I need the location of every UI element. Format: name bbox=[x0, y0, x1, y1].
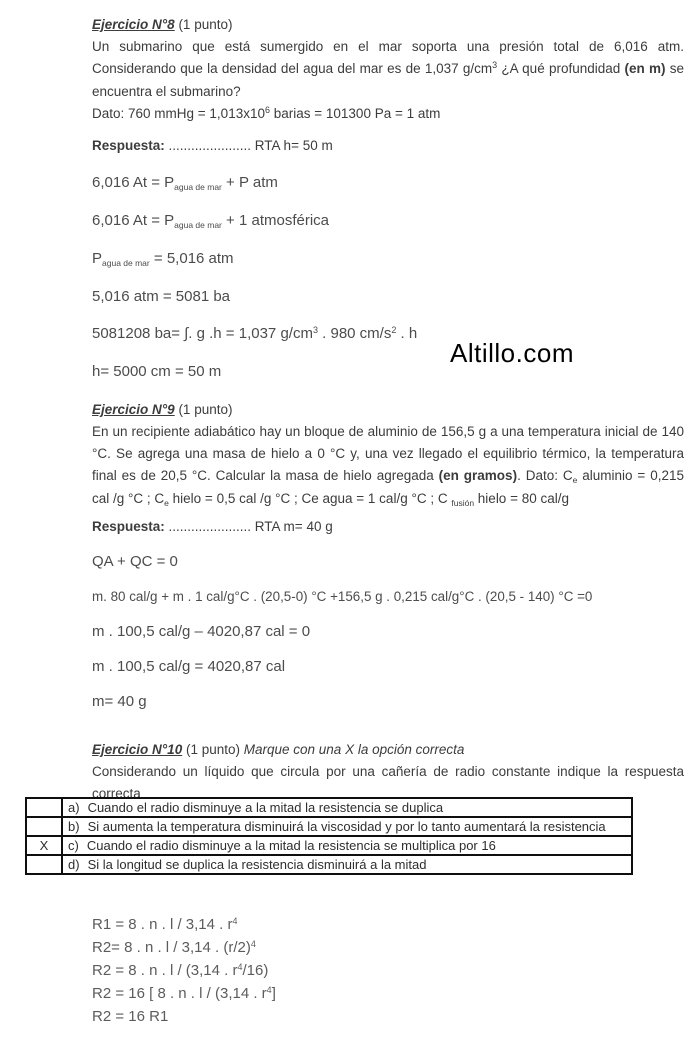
exercise-8-eq-2 bbox=[92, 210, 684, 233]
answer-value: ...................... RTA h= 50 m bbox=[164, 138, 333, 153]
option-a-text-cell bbox=[62, 798, 632, 817]
option-d-label: d) bbox=[68, 857, 80, 872]
text-segment: R2= 8 . n . l / 3,14 . (r/2) bbox=[92, 939, 251, 956]
text-segment: aluminio = 0,215 cal /g °C ; C bbox=[92, 468, 684, 506]
superscript: 4 bbox=[237, 962, 243, 972]
text-segment: barias = 101300 Pa = 1 atm bbox=[270, 106, 441, 121]
exercise-10-points: (1 punto) bbox=[182, 742, 244, 757]
option-d-text: Si la longitud se duplica la resistencia disminuirá a la mitad bbox=[87, 857, 427, 872]
subscript: agua de mar bbox=[174, 220, 222, 230]
exercise-9-problem bbox=[92, 421, 684, 511]
option-b-label: b) bbox=[68, 819, 80, 834]
bold-segment: (en gramos) bbox=[438, 468, 518, 483]
option-c-text-cell bbox=[62, 836, 632, 855]
option-d-mark-cell bbox=[26, 855, 62, 874]
text-segment: + P atm bbox=[221, 174, 278, 191]
subscript: fusión bbox=[451, 498, 475, 508]
answer-label: Respuesta: bbox=[92, 519, 165, 534]
resistance-formula-5 bbox=[92, 1006, 276, 1029]
text-segment: hielo = 80 cal/g bbox=[474, 491, 569, 506]
resistance-formula-2 bbox=[92, 937, 276, 960]
subscript: agua de mar bbox=[102, 258, 150, 268]
exercise-8-eq-4: 5,016 atm = 5081 ba bbox=[92, 288, 231, 305]
text-segment: hielo = 0,5 cal /g °C ; Ce agua = 1 cal/g °C ; C bbox=[168, 491, 452, 506]
text-segment: R1 = 8 . n . l / 3,14 . r bbox=[92, 916, 233, 933]
option-row-d bbox=[26, 855, 632, 874]
text-segment: /16) bbox=[242, 962, 269, 979]
option-a-text: Cuando el radio disminuye a la mitad la resistencia se duplica bbox=[87, 800, 444, 815]
superscript: 3 bbox=[492, 60, 498, 70]
exercise-8-eq-6: h= 5000 cm = 50 m bbox=[92, 363, 222, 380]
exercise-9-points: (1 punto) bbox=[174, 402, 233, 417]
text-segment: . Dato: C bbox=[517, 468, 573, 483]
document-body bbox=[92, 14, 684, 805]
resistance-formula-1 bbox=[92, 914, 276, 937]
exercise-9-eq-4: m . 100,5 cal/g = 4020,87 cal bbox=[92, 658, 286, 675]
option-row-c bbox=[26, 836, 632, 855]
text-segment: + 1 atmosférica bbox=[221, 212, 330, 229]
text-segment: 6,016 At = P bbox=[92, 212, 175, 229]
exercise-10-title bbox=[92, 739, 684, 761]
subscript: e bbox=[572, 475, 578, 485]
text-segment: Un submarino que está sumergido en el mar soporta una presión total de 6,016 atm. Considerando que la densidad del agua del mar es de 1,037 g/cm bbox=[92, 39, 684, 76]
exercise-8-dato bbox=[92, 103, 684, 126]
resistance-formula-3 bbox=[92, 960, 276, 983]
text-segment: En un recipiente adiabático hay un bloque de aluminio de 156,5 g a una temperatura inicial de 140 °C. Se agrega una masa de hielo a 0 °C y, una vez llegado el equilibrio térmico, la temperatura final es de 20,5 °C. Calcular la masa de hielo agregada bbox=[92, 424, 684, 483]
exercise-10-problem: Considerando un líquido que circula por una cañería de radio constante indique la respuesta correcta bbox=[92, 764, 684, 801]
text-segment: ] bbox=[271, 985, 276, 1002]
exercise-8-eq-5 bbox=[92, 323, 684, 346]
option-row-a bbox=[26, 798, 632, 817]
superscript: 3 bbox=[312, 325, 318, 335]
text-segment: Dato: 760 mmHg = 1,013x10 bbox=[92, 106, 265, 121]
exercise-8-eq-1 bbox=[92, 172, 684, 195]
superscript: 4 bbox=[266, 985, 272, 995]
option-row-b bbox=[26, 817, 632, 836]
subscript: e bbox=[164, 498, 169, 508]
text-segment: = 5,016 atm bbox=[149, 250, 234, 267]
exercise-8-problem bbox=[92, 36, 684, 103]
option-a-mark-cell bbox=[26, 798, 62, 817]
option-b-mark-cell bbox=[26, 817, 62, 836]
option-d-text-cell bbox=[62, 855, 632, 874]
text-segment: . h bbox=[396, 325, 418, 342]
exercise-9-eq-1: QA + QC = 0 bbox=[92, 553, 178, 570]
text-segment: R2 = 16 [ 8 . n . l / (3,14 . r bbox=[92, 985, 267, 1002]
option-b-text: Si aumenta la temperatura disminuirá la viscosidad y por lo tanto aumentará la resistencia bbox=[87, 819, 606, 834]
exercise-9-eq-2: m. 80 cal/g + m . 1 cal/g°C . (20,5-0) °C +156,5 g . 0,215 cal/g°C . (20,5 - 140) °C =0 bbox=[92, 589, 593, 604]
option-c-text: Cuando el radio disminuye a la mitad la resistencia se multiplica por 16 bbox=[86, 838, 496, 853]
option-a-label: a) bbox=[68, 800, 80, 815]
text-segment: R2 = 16 R1 bbox=[92, 1008, 169, 1025]
exercise-8-points: (1 punto) bbox=[174, 17, 233, 32]
answer-value: ...................... RTA m= 40 g bbox=[164, 519, 333, 534]
option-c-label: c) bbox=[68, 838, 79, 853]
exercise-9-answer bbox=[92, 516, 684, 538]
resistance-formula-4 bbox=[92, 983, 276, 1006]
text-segment: R2 = 8 . n . l / (3,14 . r bbox=[92, 962, 238, 979]
superscript: 4 bbox=[250, 939, 256, 949]
exercise-8-title bbox=[92, 14, 684, 36]
text-segment: 6,016 At = P bbox=[92, 174, 175, 191]
option-b-text-cell bbox=[62, 817, 632, 836]
text-segment: se encuentra el submarino? bbox=[92, 61, 684, 99]
options-table bbox=[25, 797, 633, 875]
altillo-watermark: Altillo.com bbox=[450, 338, 574, 368]
exercise-10-instruction: Marque con una X la opción correcta bbox=[243, 742, 465, 757]
bold-segment: (en m) bbox=[624, 61, 666, 76]
exercise-8-answer bbox=[92, 135, 684, 157]
resistance-formulas bbox=[92, 914, 276, 1029]
text-segment: P bbox=[92, 250, 103, 267]
exercise-9-eq-5: m= 40 g bbox=[92, 693, 147, 710]
exercise-9-title bbox=[92, 399, 684, 421]
answer-label: Respuesta: bbox=[92, 138, 165, 153]
exercise-8-eq-3 bbox=[92, 248, 684, 271]
exercise-8-name: Ejercicio N°8 bbox=[92, 17, 175, 32]
exercise-9-eq-3: m . 100,5 cal/g – 4020,87 cal = 0 bbox=[92, 623, 311, 640]
text-segment: 5081208 ba= ∫. g .h = 1,037 g/cm bbox=[92, 325, 313, 342]
option-c-mark-cell: X bbox=[26, 836, 62, 855]
exercise-9-name: Ejercicio N°9 bbox=[92, 402, 175, 417]
exercise-10-name: Ejercicio N°10 bbox=[92, 742, 183, 757]
superscript: 4 bbox=[232, 916, 238, 926]
superscript: 6 bbox=[264, 105, 270, 115]
text-segment: ¿A qué profundidad bbox=[497, 61, 625, 76]
superscript: 2 bbox=[391, 325, 397, 335]
text-segment: . 980 cm/s bbox=[317, 325, 392, 342]
subscript: agua de mar bbox=[174, 182, 222, 192]
